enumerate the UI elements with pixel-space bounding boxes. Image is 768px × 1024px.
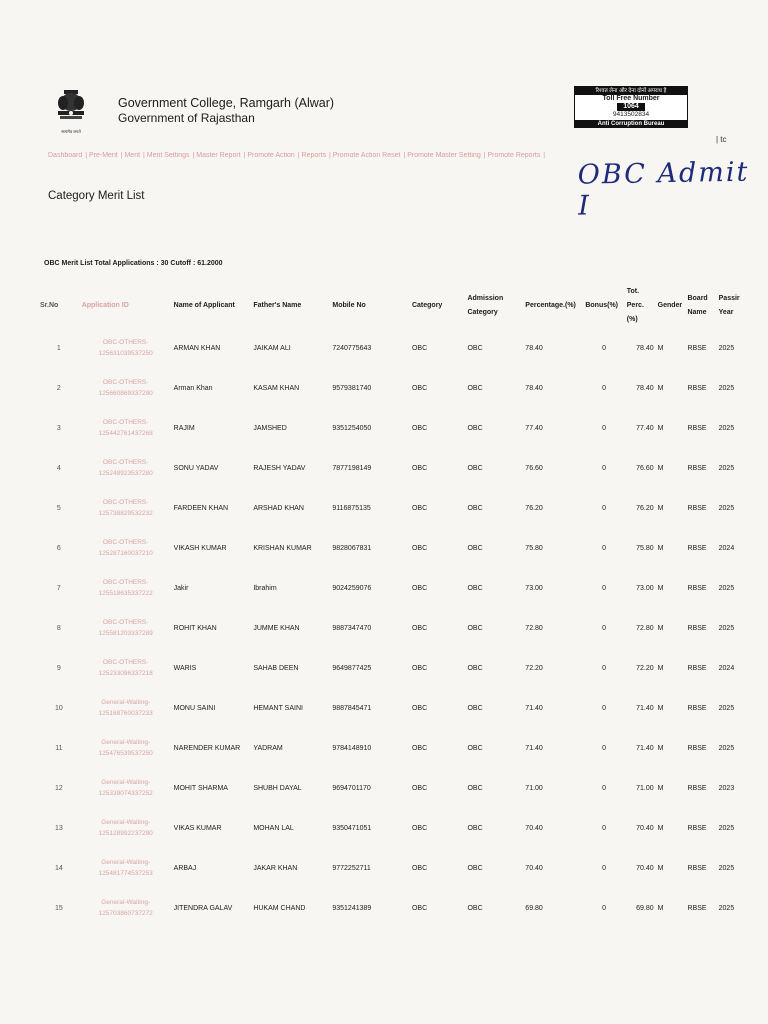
table-row bbox=[38, 768, 748, 808]
cell-sr-no: 8 bbox=[56, 624, 61, 632]
cell-board: RBSE bbox=[687, 904, 707, 912]
cell-total-percentage: 71.40 bbox=[636, 704, 654, 712]
cell-gender: M bbox=[657, 584, 664, 592]
cell-gender: M bbox=[657, 864, 664, 872]
header-percentage: Percentage.(%) bbox=[525, 302, 576, 309]
application-id-prefix: OBC-OTHERS- bbox=[102, 459, 149, 466]
header-applicant-name: Name of Applicant bbox=[173, 302, 235, 309]
cell-applicant-name: VIKASH KUMAR bbox=[173, 544, 227, 552]
application-id-number: 125518635337222 bbox=[98, 590, 153, 597]
cell-percentage: 77.40 bbox=[525, 424, 543, 432]
cell-percentage: 70.40 bbox=[525, 864, 543, 872]
cell-admission-category: OBC bbox=[467, 584, 483, 592]
cell-admission-category: OBC bbox=[467, 504, 483, 512]
cell-applicant-name: Jakir bbox=[173, 584, 189, 592]
header-category: Category bbox=[411, 302, 443, 309]
cell-passing-year: 2025 bbox=[718, 584, 735, 592]
application-id-prefix: General-Waiting- bbox=[101, 699, 151, 706]
header-total-percentage: Tot. Perc. (%) bbox=[626, 288, 644, 323]
application-id-number: 125248923537280 bbox=[98, 470, 153, 477]
cell-passing-year: 2025 bbox=[718, 704, 735, 712]
cell-bonus: 0 bbox=[602, 424, 606, 432]
application-id-number: 125738829532232 bbox=[98, 510, 153, 517]
table-row bbox=[38, 368, 748, 408]
header-mobile: Mobile No bbox=[332, 302, 366, 309]
cell-applicant-name: FARDEEN KHAN bbox=[173, 504, 229, 512]
cell-total-percentage: 72.20 bbox=[636, 664, 654, 672]
cell-board: RBSE bbox=[687, 744, 707, 752]
cell-board: RBSE bbox=[687, 464, 707, 472]
corner-mark: | tc bbox=[716, 135, 727, 144]
cell-sr-no: 7 bbox=[56, 584, 61, 592]
cell-mobile: 9784148910 bbox=[332, 744, 372, 752]
cell-gender: M bbox=[657, 744, 664, 752]
cell-application-id bbox=[80, 728, 172, 768]
cell-father-name: JAIKAM ALI bbox=[253, 344, 291, 352]
cell-category: OBC bbox=[411, 864, 428, 872]
cell-bonus: 0 bbox=[602, 904, 606, 912]
cell-bonus: 0 bbox=[602, 544, 606, 552]
cell-sr-no: 12 bbox=[54, 784, 63, 792]
cell-mobile: 9579381740 bbox=[332, 384, 372, 392]
page-title: Category Merit List bbox=[48, 190, 145, 202]
cell-application-id bbox=[80, 608, 172, 648]
cell-gender: M bbox=[657, 824, 664, 832]
cell-father-name: JAMSHED bbox=[253, 424, 287, 432]
cell-percentage: 72.20 bbox=[525, 664, 543, 672]
cell-application-id bbox=[80, 808, 172, 848]
cell-mobile: 9351241389 bbox=[332, 904, 372, 912]
cell-bonus: 0 bbox=[602, 504, 606, 512]
cell-applicant-name: ARMAN KHAN bbox=[173, 344, 221, 352]
cell-application-id bbox=[80, 768, 172, 808]
cell-admission-category: OBC bbox=[467, 544, 483, 552]
cell-sr-no: 15 bbox=[54, 904, 63, 912]
cell-father-name: ARSHAD KHAN bbox=[253, 504, 304, 512]
toll-free-label: Toll Free Number bbox=[602, 95, 660, 102]
cell-passing-year: 2025 bbox=[718, 624, 735, 632]
cell-applicant-name: VIKAS KUMAR bbox=[173, 824, 222, 832]
cell-applicant-name: MOHIT SHARMA bbox=[173, 784, 228, 792]
cell-passing-year: 2025 bbox=[718, 424, 735, 432]
cell-board: RBSE bbox=[687, 784, 707, 792]
cell-father-name: Ibrahim bbox=[253, 584, 277, 592]
table-row bbox=[38, 848, 748, 888]
cell-gender: M bbox=[657, 704, 664, 712]
cell-board: RBSE bbox=[687, 704, 707, 712]
cell-application-id bbox=[80, 488, 172, 528]
cell-applicant-name: JITENDRA GALAV bbox=[173, 904, 233, 912]
cell-percentage: 69.80 bbox=[525, 904, 543, 912]
application-id-number: 125442761437268 bbox=[98, 430, 153, 437]
cell-father-name: HEMANT SAINI bbox=[253, 704, 303, 712]
application-id-prefix: OBC-OTHERS- bbox=[102, 379, 149, 386]
navigation-bar: Dashboard | Pre-Merit | Merit | Merit Settings | Master Report | Promote Action | Reports | Promote Action Reset | Promote Master Setting | Promote Reports | bbox=[48, 152, 546, 159]
cell-father-name: SAHAB DEEN bbox=[253, 664, 299, 672]
application-id-prefix: OBC-OTHERS- bbox=[102, 419, 149, 426]
cell-category: OBC bbox=[411, 664, 428, 672]
application-id-prefix: OBC-OTHERS- bbox=[102, 659, 149, 666]
cell-percentage: 71.40 bbox=[525, 744, 543, 752]
cell-mobile: 9350471051 bbox=[332, 824, 372, 832]
cell-bonus: 0 bbox=[602, 464, 606, 472]
cell-percentage: 78.40 bbox=[525, 344, 543, 352]
cell-application-id bbox=[80, 888, 172, 928]
cell-father-name: KASAM KHAN bbox=[253, 384, 300, 392]
table-row bbox=[38, 528, 748, 568]
cell-mobile: 9887347470 bbox=[332, 624, 372, 632]
cell-sr-no: 13 bbox=[54, 824, 63, 832]
cell-sr-no: 11 bbox=[55, 744, 63, 752]
cell-father-name: RAJESH YADAV bbox=[253, 464, 306, 472]
table-row bbox=[38, 328, 748, 368]
cell-application-id bbox=[80, 408, 172, 448]
cell-mobile: 9828067831 bbox=[332, 544, 372, 552]
application-id-number: 125233096337218 bbox=[98, 670, 153, 677]
header-board: Board Name bbox=[687, 295, 708, 316]
cell-sr-no: 6 bbox=[56, 544, 61, 552]
anti-corruption-hindi-line: रिश्वत लेना और देना दोनों अपराध है bbox=[575, 87, 687, 95]
cell-board: RBSE bbox=[687, 584, 707, 592]
cell-applicant-name: Arman Khan bbox=[173, 384, 213, 392]
cell-admission-category: OBC bbox=[467, 664, 483, 672]
nav-item-promote-action[interactable]: Promote Action bbox=[247, 152, 295, 159]
cell-percentage: 71.00 bbox=[525, 784, 543, 792]
header-application-id: Application ID bbox=[81, 302, 129, 309]
header-sr-no: Sr.No bbox=[40, 302, 59, 309]
nav-item-master-report[interactable]: Master Report bbox=[196, 152, 241, 159]
cell-total-percentage: 70.40 bbox=[636, 824, 654, 832]
cell-passing-year: 2025 bbox=[718, 904, 735, 912]
cell-category: OBC bbox=[411, 584, 428, 592]
header-admission-category: Admission Category bbox=[467, 295, 504, 316]
toll-free-number: 1064 bbox=[617, 103, 645, 111]
cell-percentage: 73.00 bbox=[525, 584, 543, 592]
table-row bbox=[38, 448, 748, 488]
header-bonus: Bonus(%) bbox=[585, 302, 619, 309]
cell-sr-no: 5 bbox=[56, 504, 61, 512]
cell-category: OBC bbox=[411, 384, 428, 392]
header-gender: Gender bbox=[657, 302, 683, 309]
application-id-prefix: General-Waiting- bbox=[101, 739, 151, 746]
cell-sr-no: 4 bbox=[56, 464, 61, 472]
cell-total-percentage: 78.40 bbox=[636, 344, 654, 352]
whatsapp-number: 9413502834 bbox=[612, 111, 650, 118]
cell-father-name: KRISHAN KUMAR bbox=[253, 544, 312, 552]
cell-applicant-name: NARENDER KUMAR bbox=[173, 744, 241, 752]
cell-admission-category: OBC bbox=[467, 864, 483, 872]
cell-percentage: 71.40 bbox=[525, 704, 543, 712]
cell-total-percentage: 76.60 bbox=[636, 464, 654, 472]
cell-mobile: 7877198149 bbox=[332, 464, 372, 472]
header-father-name: Father's Name bbox=[253, 302, 302, 309]
cell-board: RBSE bbox=[687, 424, 707, 432]
cell-passing-year: 2025 bbox=[718, 864, 735, 872]
cell-gender: M bbox=[657, 344, 664, 352]
cell-passing-year: 2025 bbox=[718, 744, 735, 752]
cell-admission-category: OBC bbox=[467, 464, 483, 472]
cell-bonus: 0 bbox=[602, 624, 606, 632]
cell-gender: M bbox=[657, 624, 664, 632]
application-id-prefix: OBC-OTHERS- bbox=[102, 619, 149, 626]
cell-sr-no: 3 bbox=[56, 424, 61, 432]
cell-board: RBSE bbox=[687, 384, 707, 392]
table-row bbox=[38, 608, 748, 648]
application-id-number: 125581203337289 bbox=[98, 630, 153, 637]
cell-admission-category: OBC bbox=[467, 744, 483, 752]
college-name: Government College, Ramgarh (Alwar) bbox=[118, 96, 335, 110]
cell-passing-year: 2024 bbox=[718, 544, 735, 552]
merit-summary: OBC Merit List Total Applications : 30 Cutoff : 61.2000 bbox=[44, 260, 223, 267]
government-name: Government of Rajasthan bbox=[118, 111, 255, 125]
cell-category: OBC bbox=[411, 824, 428, 832]
cell-admission-category: OBC bbox=[467, 904, 483, 912]
application-id-number: 125287160037210 bbox=[98, 550, 153, 557]
cell-total-percentage: 71.00 bbox=[636, 784, 654, 792]
cell-total-percentage: 76.20 bbox=[636, 504, 654, 512]
cell-mobile: 9649877425 bbox=[332, 664, 372, 672]
cell-admission-category: OBC bbox=[467, 704, 483, 712]
cell-total-percentage: 70.40 bbox=[636, 864, 654, 872]
application-id-number: 125703860737272 bbox=[98, 910, 153, 917]
application-id-prefix: OBC-OTHERS- bbox=[102, 539, 149, 546]
cell-admission-category: OBC bbox=[467, 384, 483, 392]
application-id-number: 125168760037233 bbox=[98, 710, 153, 717]
cell-passing-year: 2025 bbox=[718, 824, 735, 832]
cell-percentage: 78.40 bbox=[525, 384, 543, 392]
application-id-number: 125128992237290 bbox=[98, 830, 153, 837]
nav-item-promote-action-reset[interactable]: Promote Action Reset bbox=[332, 152, 401, 159]
cell-board: RBSE bbox=[687, 824, 707, 832]
header-passing-year: Passir Year bbox=[718, 295, 740, 316]
table-header-row bbox=[38, 284, 748, 328]
state-emblem-icon bbox=[50, 86, 92, 134]
merit-table bbox=[38, 284, 748, 928]
nav-item-reports[interactable]: Reports bbox=[301, 152, 327, 159]
cell-category: OBC bbox=[411, 544, 428, 552]
cell-bonus: 0 bbox=[602, 584, 606, 592]
cell-board: RBSE bbox=[687, 504, 707, 512]
cell-application-id bbox=[80, 368, 172, 408]
cell-gender: M bbox=[657, 544, 664, 552]
application-id-prefix: General-Waiting- bbox=[101, 819, 151, 826]
cell-gender: M bbox=[657, 504, 664, 512]
cell-gender: M bbox=[657, 384, 664, 392]
cell-gender: M bbox=[657, 784, 664, 792]
cell-application-id bbox=[80, 328, 172, 368]
cell-gender: M bbox=[657, 904, 664, 912]
application-id-number: 125631039537250 bbox=[98, 350, 153, 357]
cell-admission-category: OBC bbox=[467, 344, 483, 352]
cell-father-name: HUKAM CHAND bbox=[253, 904, 306, 912]
cell-bonus: 0 bbox=[602, 864, 606, 872]
cell-sr-no: 2 bbox=[56, 384, 61, 392]
application-id-prefix: General-Waiting- bbox=[101, 899, 151, 906]
nav-item-merit[interactable]: Merit bbox=[124, 152, 141, 159]
handwritten-annotation: OBC Admit I bbox=[577, 156, 750, 222]
cell-total-percentage: 69.80 bbox=[636, 904, 654, 912]
cell-sr-no: 10 bbox=[54, 704, 63, 712]
cell-category: OBC bbox=[411, 504, 428, 512]
cell-percentage: 76.60 bbox=[525, 464, 543, 472]
cell-bonus: 0 bbox=[602, 344, 606, 352]
cell-bonus: 0 bbox=[602, 704, 606, 712]
cell-category: OBC bbox=[411, 464, 428, 472]
cell-bonus: 0 bbox=[602, 824, 606, 832]
cell-board: RBSE bbox=[687, 544, 707, 552]
cell-admission-category: OBC bbox=[467, 824, 483, 832]
cell-percentage: 70.40 bbox=[525, 824, 543, 832]
table-row bbox=[38, 888, 748, 928]
cell-admission-category: OBC bbox=[467, 784, 483, 792]
cell-applicant-name: SONU YADAV bbox=[173, 464, 219, 472]
cell-bonus: 0 bbox=[602, 664, 606, 672]
cell-sr-no: 1 bbox=[56, 344, 61, 352]
cell-bonus: 0 bbox=[602, 384, 606, 392]
cell-mobile: 9024259076 bbox=[332, 584, 372, 592]
anti-corruption-bureau: Anti Corruption Bureau bbox=[575, 120, 687, 128]
cell-category: OBC bbox=[411, 624, 428, 632]
cell-applicant-name: RAJIM bbox=[173, 424, 195, 432]
cell-mobile: 9772252711 bbox=[332, 864, 371, 872]
table-row bbox=[38, 488, 748, 528]
cell-father-name: SHUBH DAYAL bbox=[253, 784, 302, 792]
table-row bbox=[38, 808, 748, 848]
nav-item-promote-reports[interactable]: Promote Reports bbox=[487, 152, 541, 159]
cell-percentage: 72.80 bbox=[525, 624, 543, 632]
cell-category: OBC bbox=[411, 904, 428, 912]
nav-item-pre-merit[interactable]: Pre-Merit bbox=[88, 152, 118, 159]
cell-gender: M bbox=[657, 424, 664, 432]
table-row bbox=[38, 568, 748, 608]
application-id-number: 125660869337290 bbox=[98, 390, 153, 397]
cell-total-percentage: 77.40 bbox=[636, 424, 654, 432]
cell-total-percentage: 73.00 bbox=[636, 584, 654, 592]
cell-mobile: 7240775643 bbox=[332, 344, 372, 352]
cell-passing-year: 2023 bbox=[718, 784, 735, 792]
cell-applicant-name: ROHIT KHAN bbox=[173, 624, 217, 632]
application-id-number: 125339074337252 bbox=[98, 790, 153, 797]
cell-bonus: 0 bbox=[602, 744, 606, 752]
table-row bbox=[38, 728, 748, 768]
cell-application-id bbox=[80, 688, 172, 728]
cell-passing-year: 2025 bbox=[718, 344, 735, 352]
cell-admission-category: OBC bbox=[467, 424, 483, 432]
cell-mobile: 9351254050 bbox=[332, 424, 372, 432]
cell-applicant-name: ARBAJ bbox=[173, 864, 197, 872]
cell-father-name: MOHAN LAL bbox=[253, 824, 294, 832]
cell-category: OBC bbox=[411, 344, 428, 352]
cell-mobile: 9694701170 bbox=[332, 784, 371, 792]
cell-board: RBSE bbox=[687, 664, 707, 672]
cell-total-percentage: 75.80 bbox=[636, 544, 654, 552]
application-id-prefix: OBC-OTHERS- bbox=[102, 579, 149, 586]
cell-board: RBSE bbox=[687, 624, 707, 632]
cell-father-name: JAKAR KHAN bbox=[253, 864, 298, 872]
emblem-caption: सत्यमेव जयते bbox=[61, 129, 81, 134]
cell-mobile: 9116875135 bbox=[332, 504, 371, 512]
nav-item-dashboard[interactable]: Dashboard bbox=[48, 152, 83, 159]
cell-gender: M bbox=[657, 664, 664, 672]
cell-board: RBSE bbox=[687, 864, 707, 872]
application-id-prefix: General-Waiting- bbox=[101, 779, 151, 786]
cell-category: OBC bbox=[411, 704, 428, 712]
cell-father-name: YADRAM bbox=[253, 744, 283, 752]
table-row bbox=[38, 648, 748, 688]
cell-admission-category: OBC bbox=[467, 624, 483, 632]
cell-applicant-name: WARIS bbox=[173, 664, 197, 672]
table-row bbox=[38, 408, 748, 448]
cell-application-id bbox=[80, 648, 172, 688]
application-id-number: 125476539537250 bbox=[98, 750, 153, 757]
cell-category: OBC bbox=[411, 784, 428, 792]
anti-corruption-notice bbox=[574, 86, 688, 128]
cell-applicant-name: MONU SAINI bbox=[173, 704, 216, 712]
application-id-prefix: General-Waiting- bbox=[101, 859, 151, 866]
cell-percentage: 76.20 bbox=[525, 504, 543, 512]
cell-passing-year: 2025 bbox=[718, 504, 735, 512]
cell-bonus: 0 bbox=[602, 784, 606, 792]
cell-mobile: 9887845471 bbox=[332, 704, 372, 712]
cell-total-percentage: 71.40 bbox=[636, 744, 654, 752]
cell-application-id bbox=[80, 448, 172, 488]
cell-sr-no: 14 bbox=[54, 864, 63, 872]
cell-passing-year: 2025 bbox=[718, 384, 735, 392]
cell-percentage: 75.80 bbox=[525, 544, 543, 552]
cell-total-percentage: 78.40 bbox=[636, 384, 654, 392]
cell-father-name: JUMME KHAN bbox=[253, 624, 300, 632]
cell-sr-no: 9 bbox=[56, 664, 61, 672]
cell-gender: M bbox=[657, 464, 664, 472]
application-id-prefix: OBC-OTHERS- bbox=[102, 339, 149, 346]
cell-application-id bbox=[80, 848, 172, 888]
nav-item-merit-settings[interactable]: Merit Settings bbox=[146, 152, 190, 159]
cell-category: OBC bbox=[411, 744, 428, 752]
cell-board: RBSE bbox=[687, 344, 707, 352]
cell-application-id bbox=[80, 528, 172, 568]
cell-total-percentage: 72.80 bbox=[636, 624, 654, 632]
nav-item-promote-master-setting[interactable]: Promote Master Setting bbox=[407, 152, 481, 159]
cell-category: OBC bbox=[411, 424, 428, 432]
cell-application-id bbox=[80, 568, 172, 608]
cell-passing-year: 2024 bbox=[718, 664, 735, 672]
application-id-prefix: OBC-OTHERS- bbox=[102, 499, 149, 506]
application-id-number: 125481774537253 bbox=[98, 870, 153, 877]
table-row bbox=[38, 688, 748, 728]
cell-passing-year: 2025 bbox=[718, 464, 735, 472]
merit-table-body bbox=[38, 328, 748, 928]
